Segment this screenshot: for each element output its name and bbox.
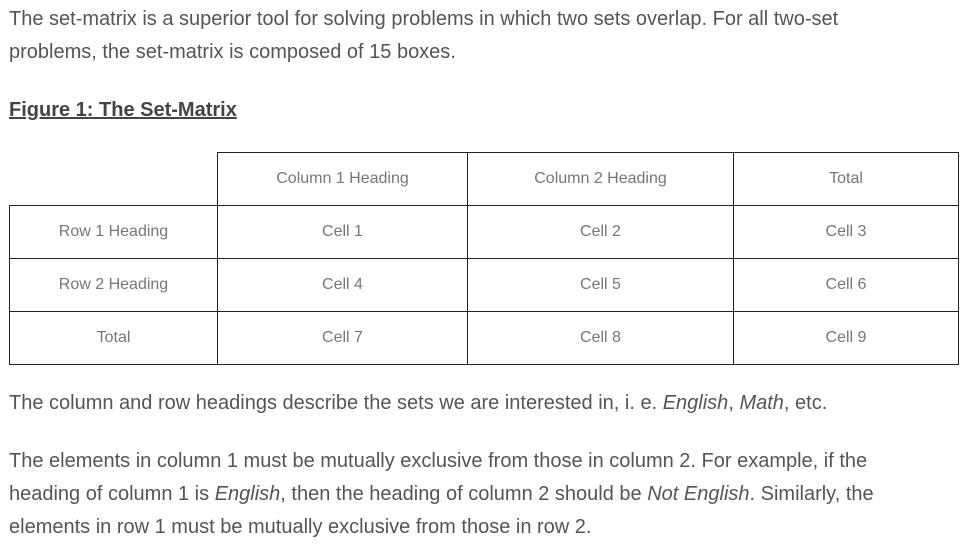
row-2-heading: Row 2 Heading (10, 259, 218, 312)
table-cell: Cell 4 (218, 259, 468, 312)
column-2-heading: Column 2 Heading (468, 153, 734, 206)
row-total-heading: Total (10, 312, 218, 365)
table-cell: Cell 8 (468, 312, 734, 365)
set-matrix-table (9, 152, 959, 365)
headings-separator: , (728, 392, 740, 414)
figure-title: Figure 1: The Set-Matrix (9, 99, 237, 121)
emphasis-math: Math (739, 392, 784, 414)
exclusive-line-2-end: . Similarly, the (749, 483, 874, 505)
table-header-row (10, 153, 959, 206)
table-row (10, 259, 959, 312)
exclusive-paragraph (9, 445, 874, 544)
table-row (10, 206, 959, 259)
corner-cell (10, 153, 218, 206)
table-cell: Cell 2 (468, 206, 734, 259)
row-1-heading: Row 1 Heading (10, 206, 218, 259)
table-row (10, 312, 959, 365)
headings-paragraph (9, 387, 827, 420)
exclusive-line-3: elements in row 1 must be mutually exclusive from those in row 2. (9, 516, 592, 538)
table-cell: Cell 9 (734, 312, 959, 365)
column-1-heading: Column 1 Heading (218, 153, 468, 206)
headings-text-end: , etc. (783, 392, 828, 414)
intro-line-1: The set-matrix is a superior tool for solving problems in which two sets overlap. For all two-set (9, 8, 839, 30)
headings-text: The column and row headings describe the sets we are interested in, i. e. (9, 392, 663, 414)
intro-line-2: problems, the set-matrix is composed of 15 boxes. (9, 41, 456, 63)
exclusive-line-1: The elements in column 1 must be mutually exclusive from those in column 2. For example, if the (9, 450, 868, 472)
table-cell: Cell 7 (218, 312, 468, 365)
emphasis-english: English (662, 392, 729, 414)
column-total-heading: Total (734, 153, 959, 206)
table-cell: Cell 3 (734, 206, 959, 259)
table-cell: Cell 6 (734, 259, 959, 312)
emphasis-english: English (214, 483, 281, 505)
exclusive-line-2-start: heading of column 1 is (9, 483, 215, 505)
emphasis-not-english: Not English (647, 483, 750, 505)
intro-paragraph (9, 3, 838, 69)
table-cell: Cell 1 (218, 206, 468, 259)
exclusive-line-2-middle: , then the heading of column 2 should be (280, 483, 648, 505)
table-cell: Cell 5 (468, 259, 734, 312)
